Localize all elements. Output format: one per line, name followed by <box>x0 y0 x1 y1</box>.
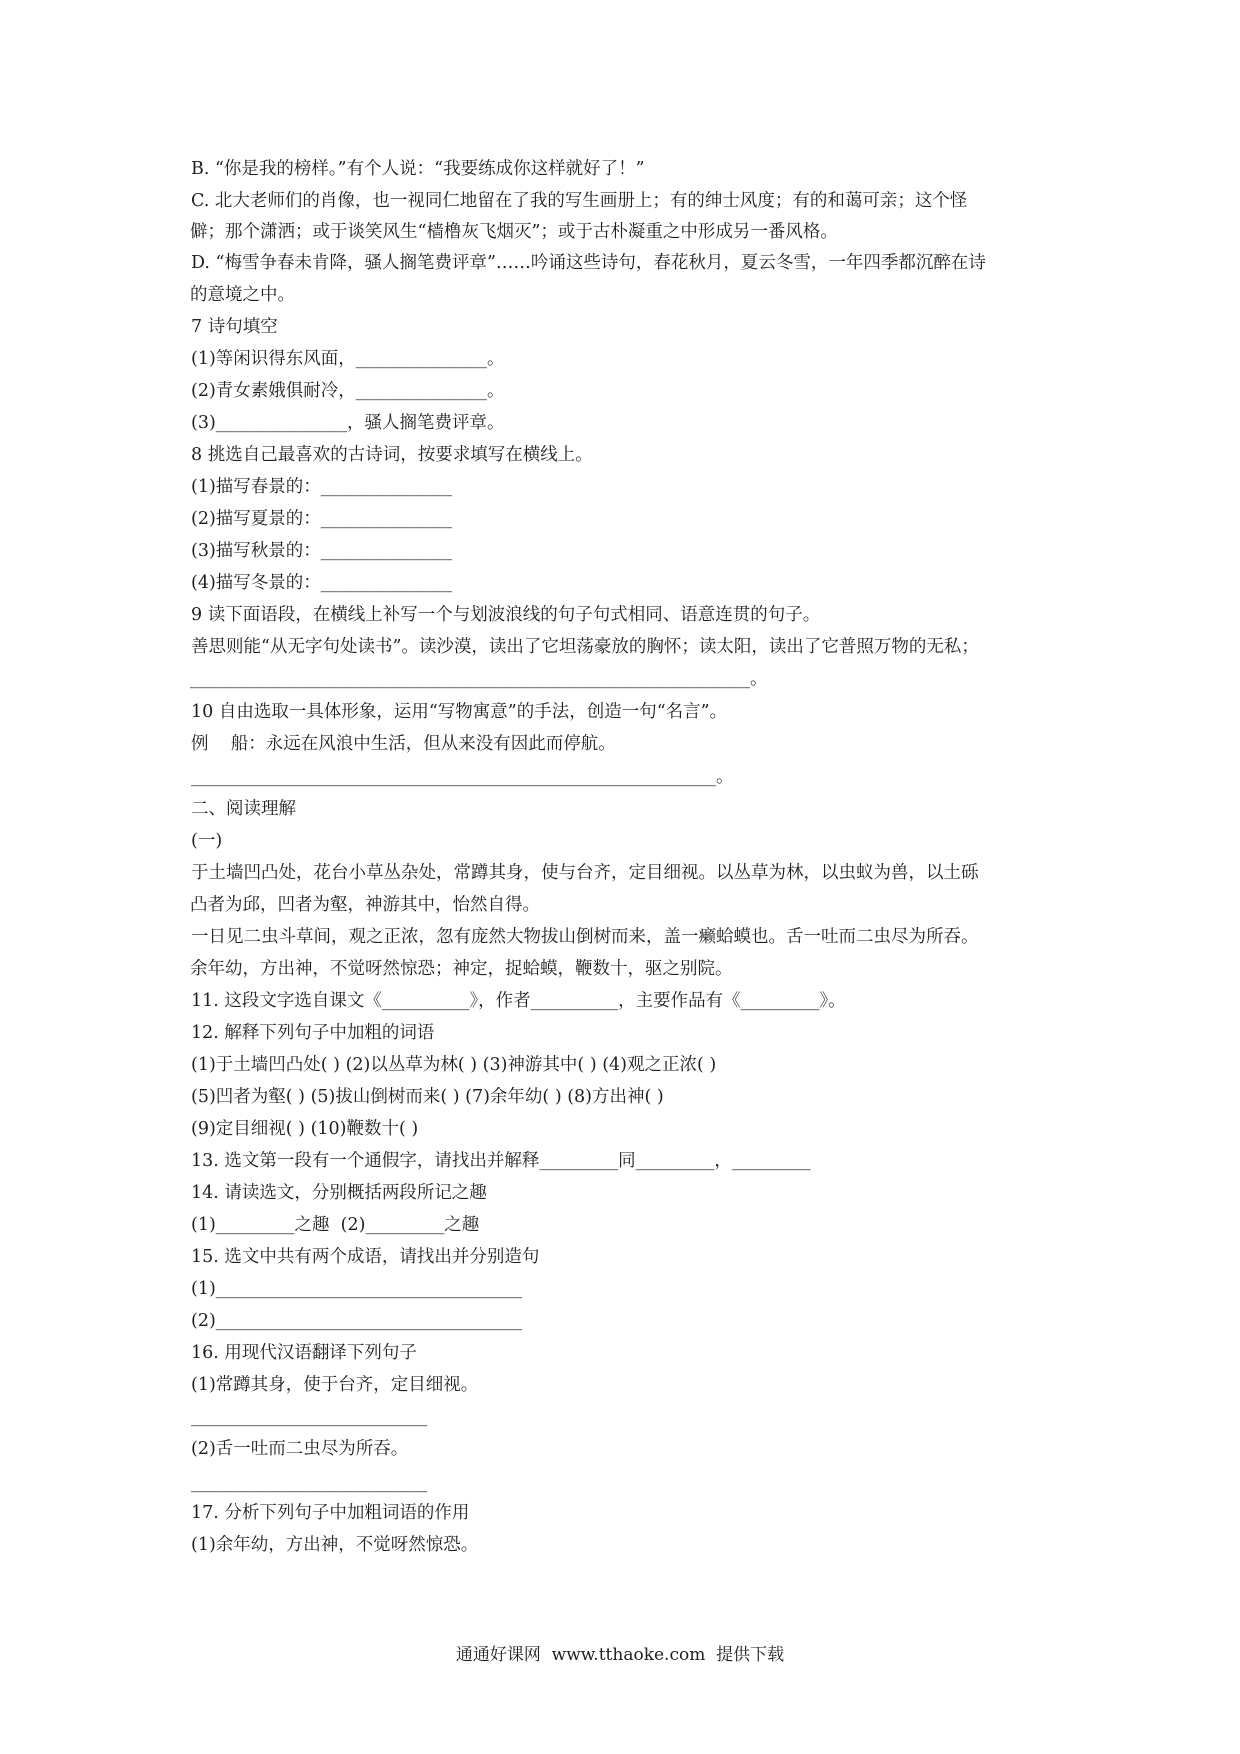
question-16-heading: 16. 用现代汉语翻译下列句子 <box>191 1343 417 1363</box>
question-17-item-1: (1)余年幼，方出神，不觉呀然惊恐。 <box>191 1535 479 1555</box>
question-12-row-2: (5)凹者为壑( ) (5)拔山倒树而来( ) (7)余年幼( ) (8)方出神( ) <box>191 1087 664 1107</box>
question-14-heading: 14. 请读选文，分别概括两段所记之趣 <box>191 1183 487 1203</box>
question-15-answer-2: (2)___________________________________ <box>191 1311 523 1331</box>
question-17-heading: 17. 分析下列句子中加粗词语的作用 <box>191 1503 470 1523</box>
question-10-answer-line: ____________________________________________________________。 <box>191 767 734 787</box>
question-10-heading: 10 自由选取一具体形象，运用“写物寓意”的手法，创造一句“名言”。 <box>191 702 728 722</box>
page-footer: 通通好课网 www.tthaoke.com 提供下载 <box>455 1645 785 1665</box>
passage-line-3: 一日见二虫斗草间，观之正浓，忽有庞然大物拔山倒树而来，盖一癞蛤蟆也。舌一吐而二虫尽为所吞。 <box>191 927 979 947</box>
passage-line-2: 凸者为邱，凹者为壑，神游其中，怡然自得。 <box>190 895 540 915</box>
question-12-row-3: (9)定目细视( ) (10)鞭数十( ) <box>191 1119 419 1139</box>
option-d-line1: D. “梅雪争春未肯降，骚人搁笔费评章”……吟诵这些诗句，春花秋月，夏云冬雪，一年四季都沉醉在诗 <box>191 253 986 273</box>
option-c-line2: 僻；那个潇洒；或于谈笑风生“樯橹灰飞烟灭”；或于古朴凝重之中形成另一番风格。 <box>190 222 838 242</box>
subsection-heading: (一) <box>191 831 223 851</box>
question-8-item-2: (2)描写夏景的：_______________ <box>191 509 453 529</box>
question-7-item-3: (3)_______________，骚人搁笔费评章。 <box>191 413 505 433</box>
question-7-item-1: (1)等闲识得东风面，_______________。 <box>191 349 505 369</box>
question-15-answer-1: (1)___________________________________ <box>191 1279 523 1299</box>
question-16-item-1: (1)常蹲其身，使于台齐，定目细视。 <box>191 1375 479 1395</box>
passage-line-1: 于土墙凹凸处，花台小草丛杂处，常蹲其身，使与台齐，定目细视。以丛草为林，以虫蚁为兽，以土砾 <box>191 863 979 883</box>
question-15-heading: 15. 选文中共有两个成语，请找出并分别造句 <box>191 1247 540 1267</box>
option-d-line2: 的意境之中。 <box>190 285 295 305</box>
question-8-heading: 8 挑选自己最喜欢的古诗词，按要求填写在横线上。 <box>191 445 593 465</box>
question-16-answer-1: ___________________________ <box>191 1407 428 1427</box>
question-9-heading: 9 读下面语段，在横线上补写一个与划波浪线的句子句式相同、语意连贯的句子。 <box>191 605 821 625</box>
question-14-answer: (1)_________之趣 (2)_________之趣 <box>191 1215 480 1235</box>
question-9-passage: 善思则能“从无字句处读书”。读沙漠，读出了它坦荡豪放的胸怀；读太阳，读出了它普照万物的无私； <box>191 637 979 657</box>
question-8-item-3: (3)描写秋景的：_______________ <box>191 541 453 561</box>
question-10-example: 例 船：永远在风浪中生活，但从来没有因此而停航。 <box>191 734 616 754</box>
option-c-line1: C. 北大老师们的肖像，也一视同仁地留在了我的写生画册上；有的绅士风度；有的和蔼可亲；这个怪 <box>191 191 968 211</box>
option-b: B. “你是我的榜样。”有个人说：“我要练成你这样就好了！” <box>191 159 645 179</box>
question-16-answer-2: ___________________________ <box>191 1473 428 1493</box>
question-7-heading: 7 诗句填空 <box>191 317 278 337</box>
question-7-item-2: (2)青女素娥俱耐冷，_______________。 <box>191 381 505 401</box>
section-heading-reading: 二、阅读理解 <box>191 799 296 819</box>
question-11: 11. 这段文字选自课文《__________》，作者__________，主要作品有《_________》。 <box>191 991 846 1011</box>
question-12-heading: 12. 解释下列句子中加粗的词语 <box>191 1023 435 1043</box>
question-8-item-4: (4)描写冬景的：_______________ <box>191 573 453 593</box>
question-9-answer-line: ________________________________________________________________。 <box>190 669 768 689</box>
passage-line-4: 余年幼，方出神，不觉呀然惊恐；神定，捉蛤蟆，鞭数十，驱之别院。 <box>190 959 733 979</box>
question-8-item-1: (1)描写春景的：_______________ <box>191 477 453 497</box>
question-16-item-2: (2)舌一吐而二虫尽为所吞。 <box>191 1439 409 1459</box>
question-13: 13. 选文第一段有一个通假字，请找出并解释_________同_________，_________ <box>191 1151 811 1171</box>
question-12-row-1: (1)于土墙凹凸处( ) (2)以丛草为林( ) (3)神游其中( ) (4)观之正浓( ) <box>191 1055 717 1075</box>
